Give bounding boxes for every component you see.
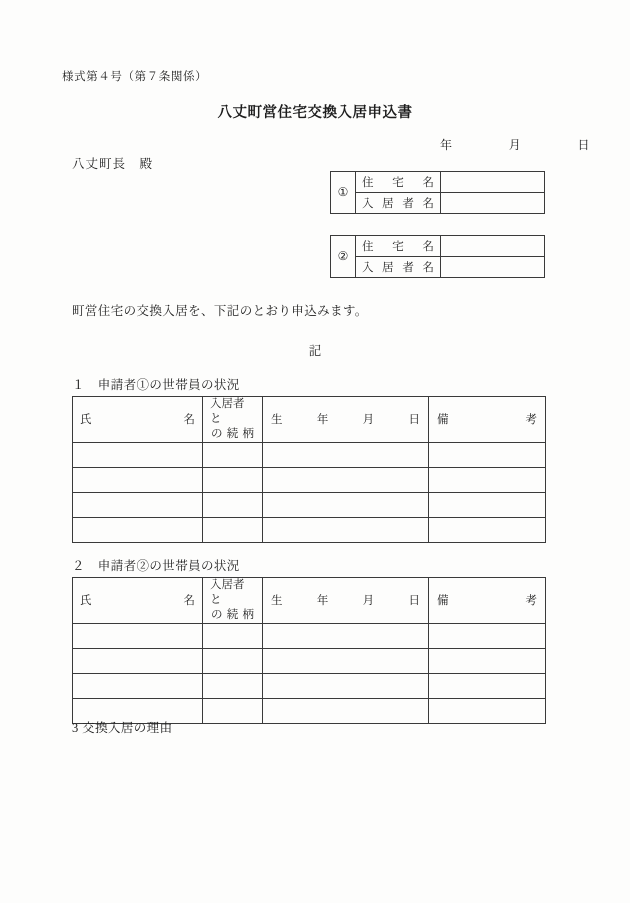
resident-name-input-2[interactable] (441, 257, 545, 278)
header-char: 年 (316, 414, 329, 427)
header-char: 名 (183, 595, 195, 608)
header-char: 生 (271, 595, 283, 608)
label-char: 宅 (392, 241, 404, 253)
residence-name-input-2[interactable] (441, 236, 545, 257)
label-char: 者 (402, 198, 414, 210)
label-char: 入 (362, 262, 374, 274)
label-char: 居 (382, 198, 394, 210)
table-row (331, 193, 545, 214)
table-header-row (73, 578, 546, 624)
cell-relation[interactable] (203, 648, 263, 673)
application-statement: 町営住宅の交換入居を、下記のとおり申込みます。 (72, 304, 368, 318)
residence-name-label-1 (356, 172, 441, 193)
header-char: 日 (408, 595, 420, 608)
applicant-number-1: ① (331, 172, 356, 214)
household-table-2 (72, 577, 546, 724)
table-row (331, 257, 545, 278)
cell-birth[interactable] (263, 648, 429, 673)
cell-remarks[interactable] (429, 492, 546, 517)
page-title: 八丈町営住宅交換入居申込書 (217, 105, 413, 121)
label-char: 者 (402, 262, 414, 274)
header-char: 考 (525, 414, 537, 427)
header-line: 入居者と (210, 579, 245, 606)
section-2-heading: ２ 申請者②の世帯員の状況 (72, 559, 240, 573)
resident-name-label-1 (356, 193, 441, 214)
column-header-name (73, 397, 203, 443)
label-char: 居 (382, 262, 394, 274)
label-char: 名 (422, 198, 434, 210)
cell-name[interactable] (73, 442, 203, 467)
resident-name-input-1[interactable] (441, 193, 545, 214)
header-char: 年 (316, 595, 329, 608)
cell-birth[interactable] (263, 673, 429, 698)
table-row (73, 517, 546, 542)
header-char: 月 (362, 595, 375, 608)
residence-name-label-2 (356, 236, 441, 257)
header-char: 柄 (242, 427, 254, 440)
header-char: 柄 (242, 608, 254, 621)
table-row (73, 492, 546, 517)
residence-name-input-1[interactable] (441, 172, 545, 193)
table-row (73, 442, 546, 467)
cell-name[interactable] (73, 467, 203, 492)
table-row (73, 623, 546, 648)
table-row (331, 172, 545, 193)
cell-name[interactable] (73, 648, 203, 673)
applicant-number-2: ② (331, 236, 356, 278)
cell-remarks[interactable] (429, 623, 546, 648)
column-header-remarks (429, 578, 546, 624)
section-1-heading: １ 申請者①の世帯員の状況 (72, 378, 240, 392)
header-char: 生 (271, 414, 283, 427)
cell-remarks[interactable] (429, 673, 546, 698)
header-char: の (211, 608, 223, 621)
section-3-heading: 3 交換入居の理由 (72, 721, 173, 735)
column-header-birthdate (263, 397, 429, 443)
cell-remarks[interactable] (429, 467, 546, 492)
table-row (73, 648, 546, 673)
date-year-label: 年 (440, 138, 453, 152)
label-char: 名 (422, 262, 434, 274)
cell-name[interactable] (73, 673, 203, 698)
date-day-label: 日 (577, 138, 590, 152)
addressee: 八丈町長 殿 (72, 157, 154, 171)
cell-name[interactable] (73, 623, 203, 648)
cell-remarks[interactable] (429, 442, 546, 467)
cell-birth[interactable] (263, 467, 429, 492)
header-char: 続 (226, 427, 239, 440)
cell-birth[interactable] (263, 698, 429, 723)
header-char: 備 (437, 595, 449, 608)
label-char: 入 (362, 198, 374, 210)
cell-remarks[interactable] (429, 698, 546, 723)
header-char: 月 (362, 414, 375, 427)
cell-remarks[interactable] (429, 517, 546, 542)
table-header-row (73, 397, 546, 443)
ki-mark: 記 (308, 344, 322, 358)
resident-name-label-2 (356, 257, 441, 278)
header-char: 氏 (80, 414, 92, 427)
cell-remarks[interactable] (429, 648, 546, 673)
household-table-1 (72, 396, 546, 543)
label-char: 名 (422, 241, 434, 253)
table-row (331, 236, 545, 257)
header-char: 日 (408, 414, 420, 427)
label-char: 名 (422, 177, 434, 189)
column-header-relation (203, 578, 263, 624)
applicant-block-2 (330, 235, 545, 278)
cell-name[interactable] (73, 492, 203, 517)
column-header-remarks (429, 397, 546, 443)
label-char: 住 (362, 241, 374, 253)
cell-birth[interactable] (263, 492, 429, 517)
cell-birth[interactable] (263, 442, 429, 467)
header-char: 氏 (80, 595, 92, 608)
cell-birth[interactable] (263, 623, 429, 648)
cell-relation[interactable] (203, 467, 263, 492)
header-char: 続 (226, 608, 239, 621)
label-char: 住 (362, 177, 374, 189)
header-char: の (211, 427, 223, 440)
header-char: 備 (437, 414, 449, 427)
column-header-birthdate (263, 578, 429, 624)
header-char: 名 (183, 414, 195, 427)
header-char: 考 (525, 595, 537, 608)
cell-name[interactable] (73, 517, 203, 542)
column-header-relation (203, 397, 263, 443)
cell-relation[interactable] (203, 698, 263, 723)
cell-birth[interactable] (263, 517, 429, 542)
cell-relation[interactable] (203, 492, 263, 517)
table-row (73, 673, 546, 698)
header-line: 入居者と (210, 398, 245, 425)
table-row (73, 467, 546, 492)
cell-relation[interactable] (203, 623, 263, 648)
cell-relation[interactable] (203, 517, 263, 542)
column-header-name (73, 578, 203, 624)
form-code: 様式第４号（第７条関係） (62, 71, 208, 83)
cell-relation[interactable] (203, 442, 263, 467)
date-line (440, 136, 590, 153)
cell-relation[interactable] (203, 673, 263, 698)
date-month-label: 月 (508, 138, 522, 152)
label-char: 宅 (392, 177, 404, 189)
applicant-block-1 (330, 171, 545, 214)
